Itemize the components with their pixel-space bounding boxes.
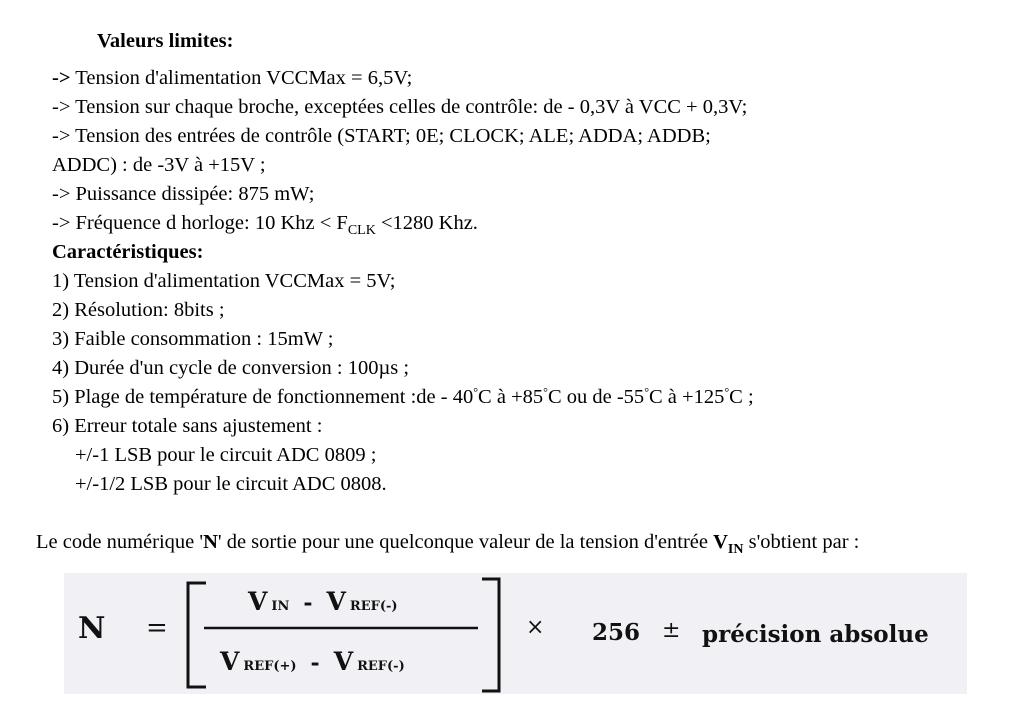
- limit-item: -> Puissance dissipée: 875 mW;: [52, 183, 315, 205]
- limit-item: -> Tension sur chaque broche, exceptées celles de contrôle: de - 0,3V à VCC + 0,3V;: [52, 96, 748, 118]
- characteristic-item: 4) Durée d'un cycle de conversion : 100µs ;: [52, 357, 410, 379]
- formula-equals: =: [146, 613, 168, 643]
- characteristic-item-error: 6) Erreur totale sans ajustement :: [52, 415, 323, 437]
- limit-item: -> Fréquence d horloge: 10 Khz < $F_{CLK} <1280$ Khz.: [52, 212, 478, 238]
- formula-intro-sentence: Le code numérique 'N' de sortie pour une quelconque valeur de la tension d'entrée $V_{IN}$ s'obtient par :: [36, 531, 860, 557]
- characteristic-item: 1) Tension d'alimentation VCCMax = 5V;: [52, 270, 396, 292]
- characteristic-item-temperature: 5) Plage de température de fonctionnement :de - 40°C à +85°C ou de -55°C à +125°C ;: [52, 385, 754, 408]
- formula-factor: 256: [592, 619, 641, 646]
- formula-plus-minus: ±: [662, 618, 681, 643]
- formula-lhs: N: [78, 611, 106, 646]
- characteristics-title: Caractéristiques:: [52, 241, 204, 263]
- limits-title: Valeurs limites:: [97, 30, 234, 52]
- right-bracket: [482, 579, 499, 691]
- denominator: VREF(+) - V REF(-): [220, 647, 405, 676]
- formula-image: [64, 573, 967, 694]
- formula-tail: précision absolue: [702, 621, 929, 648]
- numerator: VIN - V REF(-): [248, 587, 398, 616]
- characteristic-item: 2) Résolution: 8bits ;: [52, 299, 225, 321]
- limit-item: -> Tension d'alimentation VCCMax = 6,5V;: [52, 67, 413, 89]
- limit-item: -> Tension des entrées de contrôle (START; 0E; CLOCK; ALE; ADDA; ADDB;: [52, 125, 711, 147]
- formula-times: ×: [526, 615, 545, 640]
- left-bracket: [188, 583, 206, 687]
- error-line: +/-1 LSB pour le circuit ADC 0809 ;: [75, 444, 377, 466]
- error-line: +/-1/2 LSB pour le circuit ADC 0808.: [75, 473, 387, 495]
- characteristic-item: 3) Faible consommation : 15mW ;: [52, 328, 334, 350]
- limit-item: ADDC) : de -3V à +15V ;: [52, 154, 266, 176]
